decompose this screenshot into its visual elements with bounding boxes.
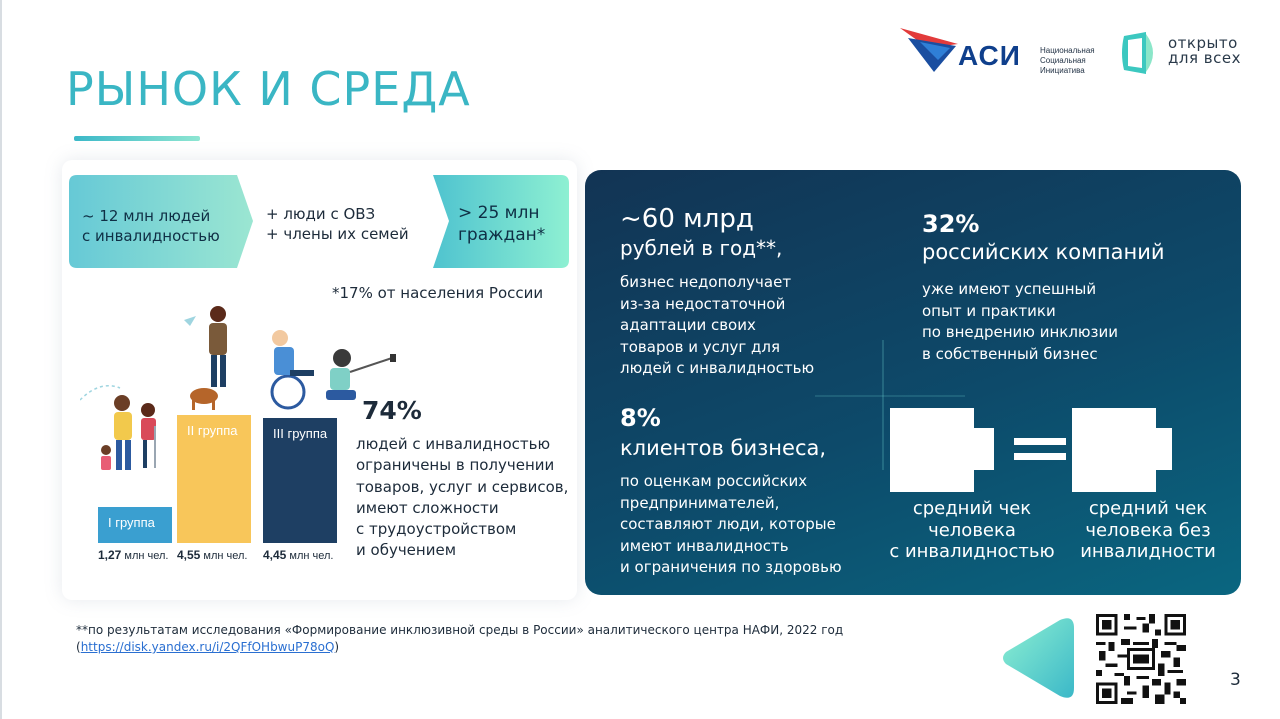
- asi-logo: [898, 24, 1108, 84]
- title-underline: [74, 136, 200, 141]
- qr-code-icon[interactable]: [1096, 614, 1186, 704]
- stat-60bn-subtitle: рублей в год**,: [620, 236, 783, 260]
- open-door-icon: [1116, 30, 1162, 76]
- stat-32-value: 32%: [922, 210, 980, 238]
- bar-group-value: 4,45 млн чел.: [263, 548, 334, 562]
- bar-group-value: 1,27 млн чел.: [98, 548, 169, 562]
- open-for-all-text: открыто для всех: [1168, 34, 1241, 67]
- slide-edge: [0, 0, 2, 719]
- page-number: 3: [1230, 670, 1241, 690]
- equals-icon: [1014, 438, 1066, 462]
- asi-logo-mark-icon: [898, 24, 962, 76]
- avg-check-without-disability: средний чек человека без инвалидности: [1080, 498, 1216, 562]
- wallet-icon: [890, 408, 996, 492]
- banner-additional-groups: + люди с ОВЗ + члены их семей: [266, 205, 409, 243]
- bar-group-label: I группа: [108, 515, 155, 530]
- stat-8-value: 8%: [620, 404, 661, 432]
- source-link[interactable]: https://disk.yandex.ru/i/2QFfOHbwuP78oQ: [80, 640, 335, 654]
- bar-group-label: II группа: [187, 423, 238, 438]
- stat-8-description: по оценкам российских предпринимателей, составляют люди, которые имеют инвалидность и ограничения по здоровью: [620, 472, 842, 576]
- wallet-icon: [1072, 408, 1174, 492]
- stat-60bn-description: бизнес недополучает из-за недостаточной адаптации своих товаров и услуг для людей с инвалидностью: [620, 273, 815, 377]
- population-share-note: *17% от населения России: [332, 284, 544, 302]
- asi-logo-name: АСИ: [958, 40, 1021, 71]
- back-arrow-icon[interactable]: [1000, 618, 1078, 698]
- source-footnote: **по результатам исследования «Формирование инклюзивной среды в России» аналитического центра НАФИ, 2022 год (https://disk.yandex.ru/i/2QFfOHbwuP78oQ): [76, 623, 844, 654]
- open-for-all-logo: [1116, 30, 1266, 80]
- stat-60bn-value: ~60 млрд: [620, 204, 754, 234]
- slide-title: РЫНОК И СРЕДА: [66, 62, 471, 116]
- stat-74-description: людей с инвалидностью ограничены в получении товаров, услуг и сервисов, имеют сложности с трудоустройством и обучением: [356, 435, 569, 560]
- stat-32-subtitle: российских компаний: [922, 240, 1165, 264]
- banner-disabled-count: ~ 12 млн людей с инвалидностью: [82, 207, 220, 245]
- banner-total-citizens: > 25 млн граждан*: [458, 203, 546, 245]
- stat-32-description: уже имеют успешный опыт и практики по внедрению инклюзии в собственный бизнес: [922, 280, 1119, 363]
- bar-group-value: 4,55 млн чел.: [177, 548, 248, 562]
- bar-group-label: III группа: [273, 426, 328, 441]
- stat-74-value: 74%: [362, 396, 422, 425]
- avg-check-with-disability: средний чек человека с инвалидностью: [889, 498, 1055, 562]
- stat-8-subtitle: клиентов бизнеса,: [620, 436, 827, 460]
- asi-logo-subtitle: Национальная Социальная Инициатива: [1040, 46, 1095, 75]
